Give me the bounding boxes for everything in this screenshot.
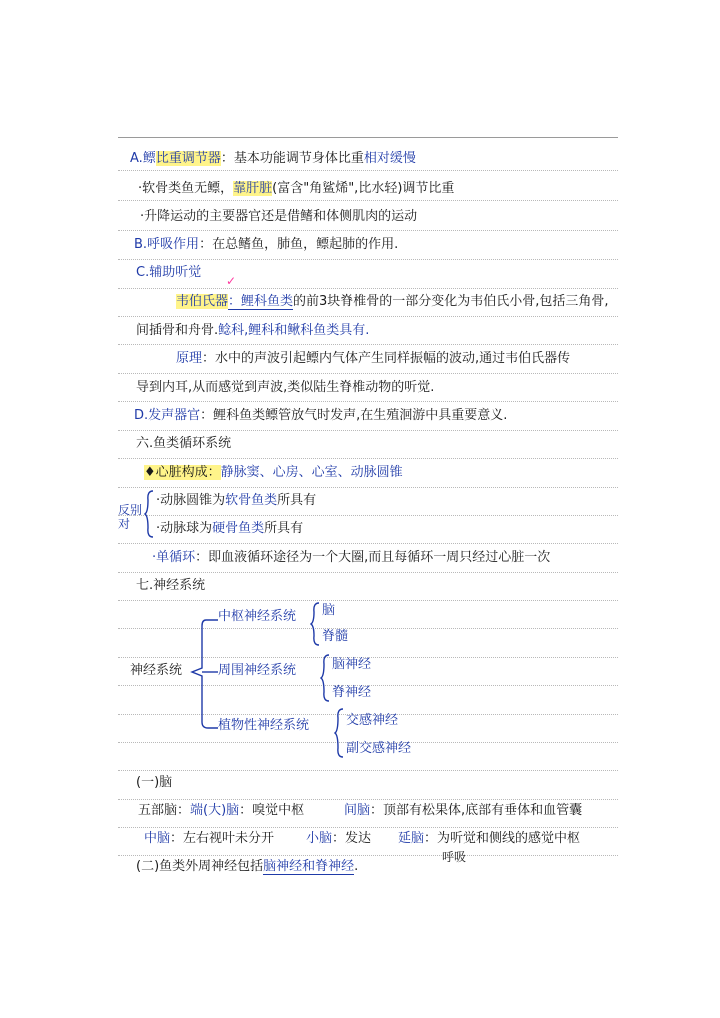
note-line-19c [398, 830, 580, 848]
note-text: A.鳔 [130, 151, 156, 166]
note-text: 软骨鱼类 [225, 493, 278, 508]
note-highlight: 比重调节器 [155, 151, 221, 166]
note-text: 所具有 [277, 493, 317, 508]
note-line-12 [144, 464, 403, 482]
note-text: 的前3块脊椎骨的一部分变化为韦伯氏小骨,包括三角骨, [293, 294, 609, 309]
tree-brace-icon [310, 602, 320, 646]
ruled-line [118, 572, 618, 573]
note-line-19b [306, 830, 371, 848]
tree-pns-2: 脊神经 [332, 685, 372, 700]
tree-pns: 周围神经系统 [218, 663, 297, 678]
note-text: D.发声器官 [134, 408, 201, 423]
tree-root: 神经系统 [130, 663, 183, 678]
note-text: 原理 [176, 351, 203, 366]
note-line-3: ·升降运动的主要器官还是借鳍和体侧肌肉的运动 [140, 209, 418, 224]
note-text: ·动脉球为 [156, 521, 213, 536]
note-line-2 [138, 180, 454, 198]
note-text: ：发达 [332, 831, 372, 846]
note-line-15 [152, 549, 550, 567]
note-highlight: 靠肝脏 [233, 181, 273, 196]
note-text: 端(大)脑 [190, 803, 240, 818]
note-line-5: C.辅助听觉 [136, 265, 202, 280]
note-text: 鲶科,鲤科和鳅科鱼类具有. [218, 323, 370, 338]
tree-brace-icon [334, 708, 344, 758]
note-text: 中脑 [144, 831, 171, 846]
check-icon: ✓ [226, 274, 237, 288]
ruled-line [118, 458, 618, 459]
note-line-4 [134, 236, 398, 254]
note-annotation: 呼吸 [442, 850, 467, 864]
tree-brace-icon [320, 654, 330, 702]
note-text: 间脑 [344, 803, 371, 818]
note-line-8 [176, 350, 570, 368]
note-underline: ：鲤科鱼类 [228, 294, 294, 309]
note-line-10 [134, 407, 507, 425]
note-text: ：水中的声波引起鳔内气体产生同样振幅的波动,通过韦伯氏器传 [202, 351, 571, 366]
tree-cns-1: 脑 [322, 603, 336, 618]
ruled-line [118, 827, 618, 828]
ruled-line [118, 855, 618, 856]
note-text: ·单循环 [152, 550, 196, 565]
tree-cns-2: 脊髓 [322, 629, 349, 644]
note-text: ：基本功能调节身体比重 [220, 151, 364, 166]
note-line-13 [156, 492, 316, 510]
note-text: ：即血液循环途径为一个大圈,而且每循环一周只经过心脏一次 [195, 550, 551, 565]
ruled-line [118, 288, 618, 289]
note-text: 静脉窦、心房、心室、动脉圆锥 [220, 465, 403, 480]
ruled-line [118, 487, 618, 488]
ruled-line [118, 259, 618, 260]
note-line-18b [344, 802, 582, 820]
note-text: ：顶部有松果体,底部有垂体和血管囊 [370, 803, 583, 818]
note-text: 所具有 [264, 521, 304, 536]
note-line-9: 导到内耳,从而感觉到声波,类似陆生脊椎动物的听觉. [136, 380, 435, 395]
note-text: ：左右视叶未分开 [170, 831, 275, 846]
note-text: (二)鱼类外周神经包括 [136, 859, 264, 874]
note-line-19 [144, 830, 274, 848]
note-text: 小脑 [306, 831, 333, 846]
note-text: 硬骨鱼类 [212, 521, 265, 536]
brace-icon [144, 490, 154, 538]
note-text: ：在总鳍鱼，肺鱼，鳔起肺的作用. [199, 237, 399, 252]
note-line-16: 七.神经系统 [136, 578, 206, 593]
ruled-line [118, 430, 618, 431]
tree-pns-1: 脑神经 [332, 657, 372, 672]
ruled-line [118, 600, 618, 601]
note-text: (富含"角鲨烯",比水轻)调节比重 [272, 181, 455, 196]
note-line-17: (一)脑 [136, 775, 173, 790]
tree-cns: 中枢神经系统 [218, 609, 297, 624]
ruled-line [118, 137, 618, 138]
note-highlight: ♦心脏构成： [144, 465, 221, 480]
note-text: 间插骨和舟骨. [136, 323, 219, 338]
note-text: ：嗅觉中枢 [239, 803, 305, 818]
note-underline: 脑神经和脊神经 [263, 859, 355, 874]
tree-brace-icon [190, 612, 220, 732]
note-line-20 [136, 858, 358, 876]
note-text: . [354, 859, 359, 874]
ruled-line [118, 170, 618, 171]
note-text: ：为听觉和侧线的感觉中枢 [424, 831, 581, 846]
ruled-line [118, 401, 618, 402]
note-text: ·软骨类鱼无鳔， [138, 181, 234, 196]
tree-ans: 植物性神经系统 [218, 718, 310, 733]
note-line-1 [130, 150, 416, 168]
tree-ans-2: 副交感神经 [346, 741, 412, 756]
ruled-line [118, 316, 618, 317]
note-highlight: 韦伯氏器 [176, 294, 229, 309]
ruled-line [118, 344, 618, 345]
tree-ans-1: 交感神经 [346, 713, 399, 728]
side-note: 反别对 [118, 503, 143, 531]
note-line-11: 六.鱼类循环系统 [136, 436, 232, 451]
note-line-7 [136, 322, 369, 340]
ruled-line [118, 770, 618, 771]
note-line-6 [176, 293, 609, 311]
note-text: ·动脉圆锥为 [156, 493, 226, 508]
ruled-line [118, 230, 618, 231]
note-line-14 [156, 520, 303, 538]
ruled-line [118, 515, 618, 516]
note-text: 五部脑： [138, 803, 191, 818]
note-text: 相对缓慢 [363, 151, 416, 166]
note-line-18 [138, 802, 304, 820]
note-text: B.呼吸作用 [134, 237, 200, 252]
note-text: ：鲤科鱼类鳔管放气时发声,在生殖洄游中具重要意义. [200, 408, 508, 423]
ruled-line [118, 200, 618, 201]
ruled-line [118, 373, 618, 374]
ruled-line [118, 543, 618, 544]
note-text: 延脑 [398, 831, 425, 846]
ruled-line [118, 799, 618, 800]
